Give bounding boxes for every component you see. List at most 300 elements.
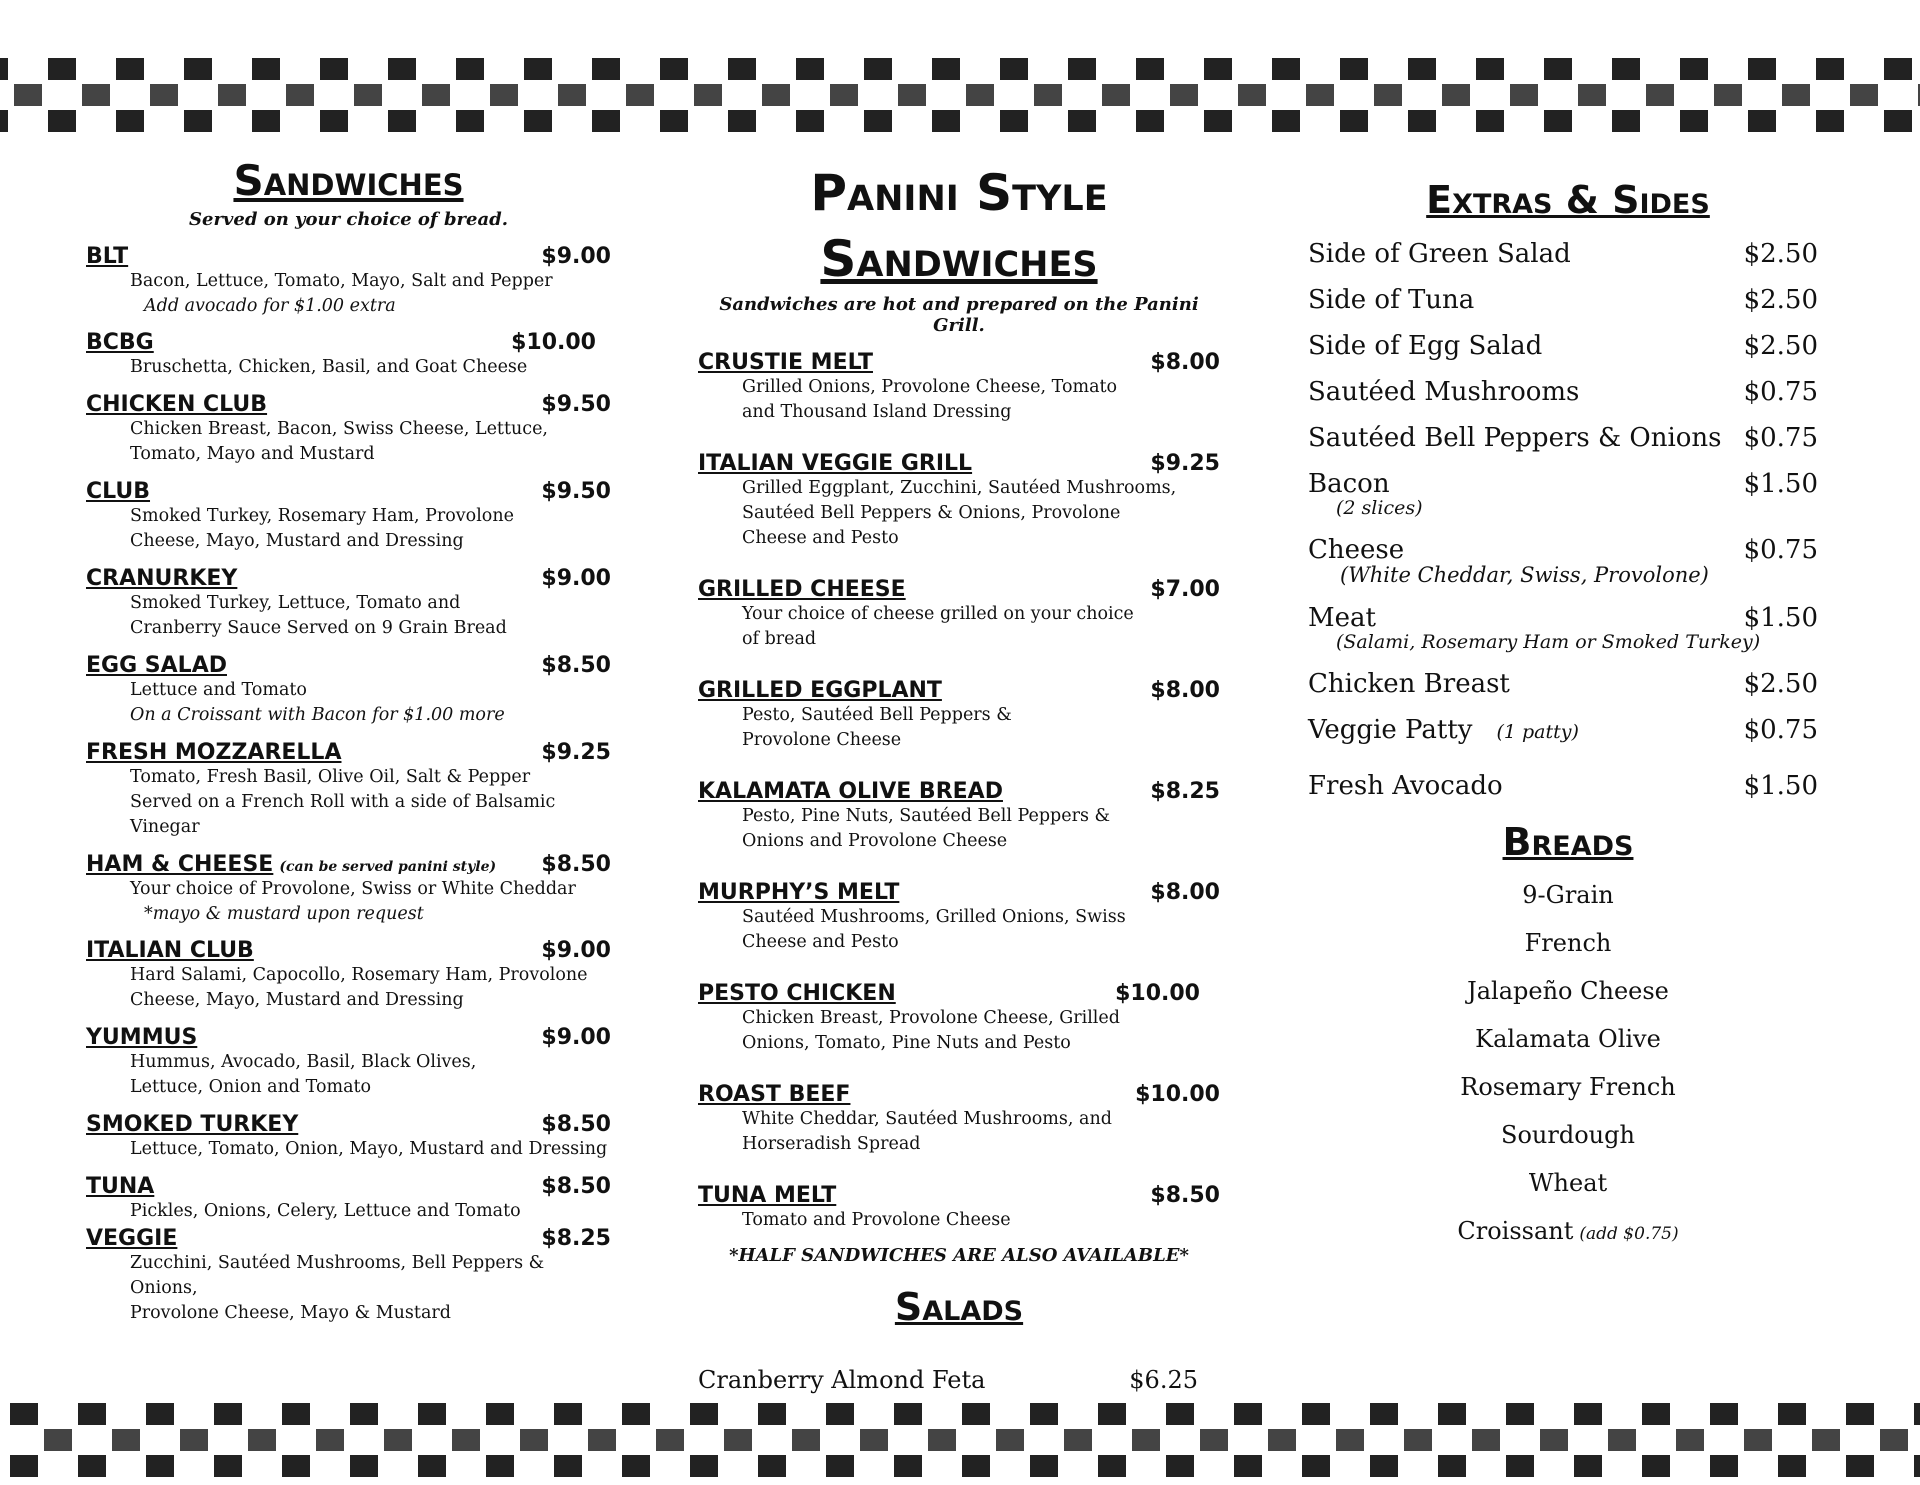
checker-square (1302, 1403, 1330, 1425)
item-extra: *mayo & mustard upon request (144, 904, 424, 924)
item-desc-2: Sautéed Bell Peppers & Onions, Provolone (742, 503, 1121, 523)
menu-item-crustie-melt (698, 350, 1220, 425)
checker-square (622, 1455, 650, 1477)
item-price: $9.00 (541, 244, 611, 269)
item-extra: Add avocado for $1.00 extra (144, 296, 396, 316)
side-price: $2.50 (1743, 285, 1818, 315)
item-price: $10.00 (511, 330, 596, 355)
item-desc: Bruschetta, Chicken, Basil, and Goat Cheese (130, 357, 528, 377)
item-price: $9.50 (541, 479, 611, 504)
checker-square (1000, 58, 1028, 80)
checker-square (1336, 1429, 1364, 1451)
checker-square (48, 58, 76, 80)
side-item (1308, 469, 1828, 519)
checker-square (1374, 84, 1402, 106)
item-desc: Sautéed Mushrooms, Grilled Onions, Swiss (742, 907, 1126, 927)
checker-square (1642, 1455, 1670, 1477)
item-name: GRILLED EGGPLANT (698, 678, 942, 703)
side-name: Veggie Patty (1308, 715, 1473, 745)
checker-border-bottom (0, 1395, 1920, 1485)
item-desc: Lettuce and Tomato (130, 680, 307, 700)
checker-square (1170, 84, 1198, 106)
checker-square (728, 110, 756, 132)
item-note: (can be served panini style) (279, 859, 497, 875)
checker-square (282, 1403, 310, 1425)
checker-square (116, 110, 144, 132)
checker-square (1442, 84, 1470, 106)
item-name: BLT (86, 244, 129, 269)
checker-square (1816, 58, 1844, 80)
item-name: TUNA (86, 1174, 155, 1199)
checker-square (456, 58, 484, 80)
item-name: ROAST BEEF (698, 1082, 851, 1107)
checker-square (1166, 1455, 1194, 1477)
checker-square (694, 84, 722, 106)
checker-square (10, 1455, 38, 1477)
item-desc: Chicken Breast, Bacon, Swiss Cheese, Lettuce, (130, 419, 548, 439)
side-name: Side of Egg Salad (1308, 331, 1543, 361)
checker-square (1000, 110, 1028, 132)
item-price: $9.25 (1150, 451, 1220, 476)
checker-square (1438, 1403, 1466, 1425)
checker-square (486, 1455, 514, 1477)
checker-square (1306, 84, 1334, 106)
item-desc: Tomato, Fresh Basil, Olive Oil, Salt & Pepper (130, 767, 531, 787)
checker-square (656, 1429, 684, 1451)
checker-square (1030, 1403, 1058, 1425)
item-desc: Your choice of cheese grilled on your choice (742, 604, 1134, 624)
checker-square (1476, 110, 1504, 132)
item-desc-2: Served on a French Roll with a side of Balsamic Vinegar (130, 792, 556, 837)
checker-square (1200, 1429, 1228, 1451)
menu-item-blt (86, 244, 611, 318)
checker-square (1370, 1455, 1398, 1477)
checker-square (422, 84, 450, 106)
checker-square (320, 58, 348, 80)
side-price: $1.50 (1743, 603, 1818, 633)
checker-square (1068, 58, 1096, 80)
checker-square (928, 1429, 956, 1451)
item-name: SMOKED TURKEY (86, 1112, 299, 1137)
checker-square (1272, 58, 1300, 80)
item-name: ITALIAN VEGGIE GRILL (698, 451, 973, 476)
item-desc: Hummus, Avocado, Basil, Black Olives, (130, 1052, 477, 1072)
checker-square (316, 1429, 344, 1451)
checker-square (1302, 1455, 1330, 1477)
checker-square (146, 1455, 174, 1477)
checker-square (524, 110, 552, 132)
item-price: $9.00 (541, 1025, 611, 1050)
checker-square (10, 1403, 38, 1425)
item-name: CRANURKEY (86, 566, 238, 591)
checker-square (588, 1429, 616, 1451)
item-desc: Bacon, Lettuce, Tomato, Mayo, Salt and Pepper (130, 271, 553, 291)
sandwiches-title: Sandwiches (233, 156, 464, 205)
checker-square (1574, 1455, 1602, 1477)
item-desc: Your choice of Provolone, Swiss or White Cheddar (130, 879, 576, 899)
bread-item: Wheat (1528, 1169, 1608, 1197)
checker-square (252, 110, 280, 132)
item-price: $10.00 (1135, 1082, 1220, 1107)
checker-square (796, 58, 824, 80)
menu-item-grilled-cheese (698, 577, 1220, 652)
item-desc: Pickles, Onions, Celery, Lettuce and Tomato (130, 1201, 521, 1221)
side-note: (White Cheddar, Swiss, Provolone) (1340, 563, 1709, 587)
checker-square (830, 84, 858, 106)
item-price: $10.00 (1115, 981, 1200, 1006)
checker-square (214, 1455, 242, 1477)
checker-square (1680, 110, 1708, 132)
checker-square (1340, 110, 1368, 132)
item-name: BCBG (86, 330, 154, 355)
checker-square (1510, 84, 1538, 106)
checker-square (592, 58, 620, 80)
checker-square (860, 1429, 888, 1451)
item-desc: Chicken Breast, Provolone Cheese, Grilled (742, 1008, 1120, 1028)
menu-item-pesto-chicken (698, 981, 1220, 1056)
checker-square (1034, 84, 1062, 106)
item-price: $7.00 (1150, 577, 1220, 602)
checker-square (1408, 110, 1436, 132)
item-price: $8.00 (1150, 880, 1220, 905)
checker-square (78, 1403, 106, 1425)
item-price: $8.50 (541, 852, 611, 877)
panini-section (698, 160, 1220, 1394)
bread-item: French (1524, 929, 1612, 957)
checker-square (418, 1455, 446, 1477)
side-price: $2.50 (1743, 239, 1818, 269)
menu-item-tuna-melt (698, 1183, 1220, 1233)
checker-square (1506, 1403, 1534, 1425)
checker-square (626, 84, 654, 106)
menu-item-italian-veggie-grill (698, 451, 1220, 551)
checker-square (184, 58, 212, 80)
checker-border-top (0, 50, 1920, 140)
side-item (1308, 239, 1818, 269)
checker-square (1404, 1429, 1432, 1451)
side-item (1308, 423, 1818, 453)
checker-square (78, 1455, 106, 1477)
checker-square (286, 84, 314, 106)
menu-item-fresh-mozzarella (86, 740, 611, 840)
side-name: Cheese (1308, 535, 1405, 565)
checker-square (320, 110, 348, 132)
checker-square (660, 58, 688, 80)
side-price: $0.75 (1743, 423, 1818, 453)
item-name: FRESH MOZZARELLA (86, 740, 342, 765)
checker-square (1408, 58, 1436, 80)
side-note: (2 slices) (1336, 497, 1423, 519)
checker-square (894, 1403, 922, 1425)
item-price: $8.00 (1150, 678, 1220, 703)
checker-square (1680, 58, 1708, 80)
item-price: $8.50 (541, 1174, 611, 1199)
item-name: MURPHY’S MELT (698, 880, 900, 905)
side-item (1308, 285, 1818, 315)
item-price: $8.25 (541, 1226, 611, 1251)
checker-square (1884, 58, 1912, 80)
item-desc: Pesto, Pine Nuts, Sautéed Bell Peppers & (742, 806, 1111, 826)
item-desc-2: Onions and Provolone Cheese (742, 831, 1008, 851)
checker-square (1476, 58, 1504, 80)
menu-item-bcbg (86, 330, 606, 380)
side-item (1308, 669, 1818, 699)
checker-square (1132, 1429, 1160, 1451)
side-item (1308, 535, 1828, 587)
item-desc-2: Cheese and Pesto (742, 932, 899, 952)
item-desc-2: and Thousand Island Dressing (742, 402, 1012, 422)
checker-square (826, 1403, 854, 1425)
checker-square (1268, 1429, 1296, 1451)
item-desc: Tomato and Provolone Cheese (742, 1210, 1011, 1230)
checker-square (1812, 1429, 1840, 1451)
item-desc-2: Onions, Tomato, Pine Nuts and Pesto (742, 1033, 1071, 1053)
checker-square (1438, 1455, 1466, 1477)
item-desc-2: Lettuce, Onion and Tomato (130, 1077, 372, 1097)
side-price: $1.50 (1743, 771, 1818, 801)
item-name: TUNA MELT (698, 1183, 837, 1208)
checker-square (1646, 84, 1674, 106)
side-price: $1.50 (1743, 469, 1818, 499)
checker-square (1370, 1403, 1398, 1425)
checker-square (826, 1455, 854, 1477)
checker-square (1850, 84, 1878, 106)
side-price: $0.75 (1743, 715, 1818, 745)
checker-square (1136, 110, 1164, 132)
item-name: YUMMUS (86, 1025, 198, 1050)
side-price: $2.50 (1743, 331, 1818, 361)
item-name: PESTO CHICKEN (698, 981, 896, 1006)
checker-square (1506, 1455, 1534, 1477)
item-name: KALAMATA OLIVE BREAD (698, 779, 1003, 804)
checker-square (792, 1429, 820, 1451)
side-name: Sautéed Bell Peppers & Onions (1308, 423, 1722, 453)
checker-square (1914, 1455, 1920, 1477)
checker-square (452, 1429, 480, 1451)
item-price: $8.50 (541, 1112, 611, 1137)
checker-square (388, 110, 416, 132)
side-name: Meat (1308, 603, 1376, 633)
side-item (1308, 603, 1828, 653)
checker-square (1676, 1429, 1704, 1451)
bread-note: (add $0.75) (1579, 1224, 1679, 1244)
checker-square (14, 84, 42, 106)
checker-square (1098, 1403, 1126, 1425)
checker-square (690, 1403, 718, 1425)
checker-square (1778, 1455, 1806, 1477)
checker-square (724, 1429, 752, 1451)
checker-square (554, 1455, 582, 1477)
checker-square (282, 1455, 310, 1477)
side-item (1308, 771, 1818, 801)
item-name: GRILLED CHEESE (698, 577, 906, 602)
item-price: $9.25 (541, 740, 611, 765)
menu-item-murphys-melt (698, 880, 1220, 955)
checker-square (1574, 1403, 1602, 1425)
panini-subtitle: Sandwiches are hot and prepared on the Panini Grill. (719, 294, 1199, 336)
checker-square (932, 58, 960, 80)
checker-square (1884, 110, 1912, 132)
checker-square (48, 110, 76, 132)
item-desc-3: Cheese and Pesto (742, 528, 899, 548)
checker-square (1102, 84, 1130, 106)
item-name: CRUSTIE MELT (698, 350, 873, 375)
checker-square (1166, 1403, 1194, 1425)
side-price: $2.50 (1743, 669, 1818, 699)
checker-square (418, 1403, 446, 1425)
menu-item-ham-cheese (86, 852, 611, 926)
checker-square (1744, 1429, 1772, 1451)
item-desc: Smoked Turkey, Lettuce, Tomato and (130, 593, 461, 613)
checker-square (354, 84, 382, 106)
checker-square (1612, 58, 1640, 80)
side-note: (1 patty) (1496, 721, 1579, 743)
menu-item-egg-salad (86, 653, 611, 728)
side-name: Fresh Avocado (1308, 771, 1503, 801)
checker-square (996, 1429, 1024, 1451)
checker-square (1642, 1403, 1670, 1425)
checker-square (116, 58, 144, 80)
checker-square (1782, 84, 1810, 106)
checker-square (728, 58, 756, 80)
item-desc-2: Cranberry Sauce Served on 9 Grain Bread (130, 618, 507, 638)
checker-square (1544, 110, 1572, 132)
item-price: $9.00 (541, 938, 611, 963)
side-name: Side of Tuna (1308, 285, 1475, 315)
checker-square (660, 110, 688, 132)
checker-square (554, 1403, 582, 1425)
half-sandwich-note: *HALF SANDWICHES ARE ALSO AVAILABLE* (729, 1245, 1189, 1266)
checker-square (864, 110, 892, 132)
item-name: ITALIAN CLUB (86, 938, 254, 963)
item-name: VEGGIE (86, 1226, 178, 1251)
side-note: (Salami, Rosemary Ham or Smoked Turkey) (1336, 631, 1761, 653)
checker-square (1714, 84, 1742, 106)
bread-item: 9-Grain (1522, 881, 1614, 909)
item-desc: Grilled Eggplant, Zucchini, Sautéed Mushrooms, (742, 478, 1177, 498)
bread-item: Rosemary French (1460, 1073, 1676, 1101)
item-name: HAM & CHEESE (86, 852, 274, 877)
item-desc-2: Tomato, Mayo and Mustard (130, 444, 375, 464)
item-desc: Pesto, Sautéed Bell Peppers & (742, 705, 1012, 725)
menu-item-grilled-eggplant (698, 678, 1220, 753)
checker-square (384, 1429, 412, 1451)
checker-square (1340, 58, 1368, 80)
checker-square (214, 1403, 242, 1425)
item-desc: Lettuce, Tomato, Onion, Mayo, Mustard and Dressing (130, 1139, 608, 1159)
checker-square (82, 84, 110, 106)
checker-square (388, 58, 416, 80)
salad-name: Cranberry Almond Feta (698, 1366, 986, 1394)
checker-square (1612, 110, 1640, 132)
checker-square (1064, 1429, 1092, 1451)
checker-square (150, 84, 178, 106)
checker-square (1710, 1403, 1738, 1425)
checker-square (894, 1455, 922, 1477)
bread-item: Sourdough (1501, 1121, 1635, 1149)
checker-square (1578, 84, 1606, 106)
side-item (1308, 715, 1818, 745)
menu-item-italian-club (86, 938, 611, 1013)
checker-square (490, 84, 518, 106)
side-price: $0.75 (1743, 377, 1818, 407)
item-name: EGG SALAD (86, 653, 227, 678)
side-name: Chicken Breast (1308, 669, 1510, 699)
side-name: Bacon (1308, 469, 1390, 499)
breads-title: Breads (1502, 820, 1634, 864)
checker-square (1238, 84, 1266, 106)
salad-item (698, 1366, 1198, 1394)
side-name: Sautéed Mushrooms (1308, 377, 1580, 407)
checker-square (248, 1429, 276, 1451)
item-desc-2: Cheese, Mayo, Mustard and Dressing (130, 531, 464, 551)
checker-square (622, 1403, 650, 1425)
sandwiches-section (86, 155, 611, 1338)
checker-square (44, 1429, 72, 1451)
checker-square (966, 84, 994, 106)
sandwiches-subtitle: Served on your choice of bread. (189, 209, 508, 230)
checker-square (350, 1403, 378, 1425)
checker-square (112, 1429, 140, 1451)
checker-square (1472, 1429, 1500, 1451)
bread-name: Croissant (1457, 1217, 1574, 1245)
item-price: $8.25 (1150, 779, 1220, 804)
extras-title: Extras & Sides (1426, 178, 1710, 222)
item-desc-2: Provolone Cheese, Mayo & Mustard (130, 1303, 451, 1323)
bread-item (1308, 1207, 1828, 1258)
salad-price: $6.25 (1129, 1366, 1198, 1394)
checker-square (1748, 58, 1776, 80)
checker-square (690, 1455, 718, 1477)
panini-title-line1: Panini Style (810, 164, 1108, 222)
checker-square (218, 84, 246, 106)
item-desc: Hard Salami, Capocollo, Rosemary Ham, Provolone (130, 965, 588, 985)
checker-square (1098, 1455, 1126, 1477)
bread-item: Jalapeño Cheese (1467, 977, 1669, 1005)
checker-square (1136, 58, 1164, 80)
checker-square (592, 110, 620, 132)
checker-square (758, 1455, 786, 1477)
item-desc-2: of bread (742, 629, 817, 649)
checker-square (1540, 1429, 1568, 1451)
checker-square (1068, 110, 1096, 132)
side-item (1308, 331, 1818, 361)
checker-square (758, 1403, 786, 1425)
checker-square (1030, 1455, 1058, 1477)
menu-item-cranurkey (86, 566, 611, 641)
checker-square (1914, 1403, 1920, 1425)
checker-square (1748, 110, 1776, 132)
checker-square (1816, 110, 1844, 132)
item-name: CHICKEN CLUB (86, 392, 268, 417)
menu-item-veggie (86, 1226, 611, 1326)
menu-item-smoked-turkey (86, 1112, 611, 1162)
item-price: $8.00 (1150, 350, 1220, 375)
checker-square (1204, 58, 1232, 80)
menu-item-roast-beef (698, 1082, 1220, 1157)
item-desc: Smoked Turkey, Rosemary Ham, Provolone (130, 506, 514, 526)
item-price: $9.50 (541, 392, 611, 417)
panini-title-line2: Sandwiches (820, 230, 1098, 288)
checker-square (180, 1429, 208, 1451)
item-desc: Zucchini, Sautéed Mushrooms, Bell Peppers & Onions, (130, 1253, 545, 1298)
bread-item: Kalamata Olive (1475, 1025, 1661, 1053)
item-desc: White Cheddar, Sautéed Mushrooms, and (742, 1109, 1112, 1129)
checker-square (1204, 110, 1232, 132)
item-desc-2: Horseradish Spread (742, 1134, 921, 1154)
checker-square (456, 110, 484, 132)
checker-square (1272, 110, 1300, 132)
